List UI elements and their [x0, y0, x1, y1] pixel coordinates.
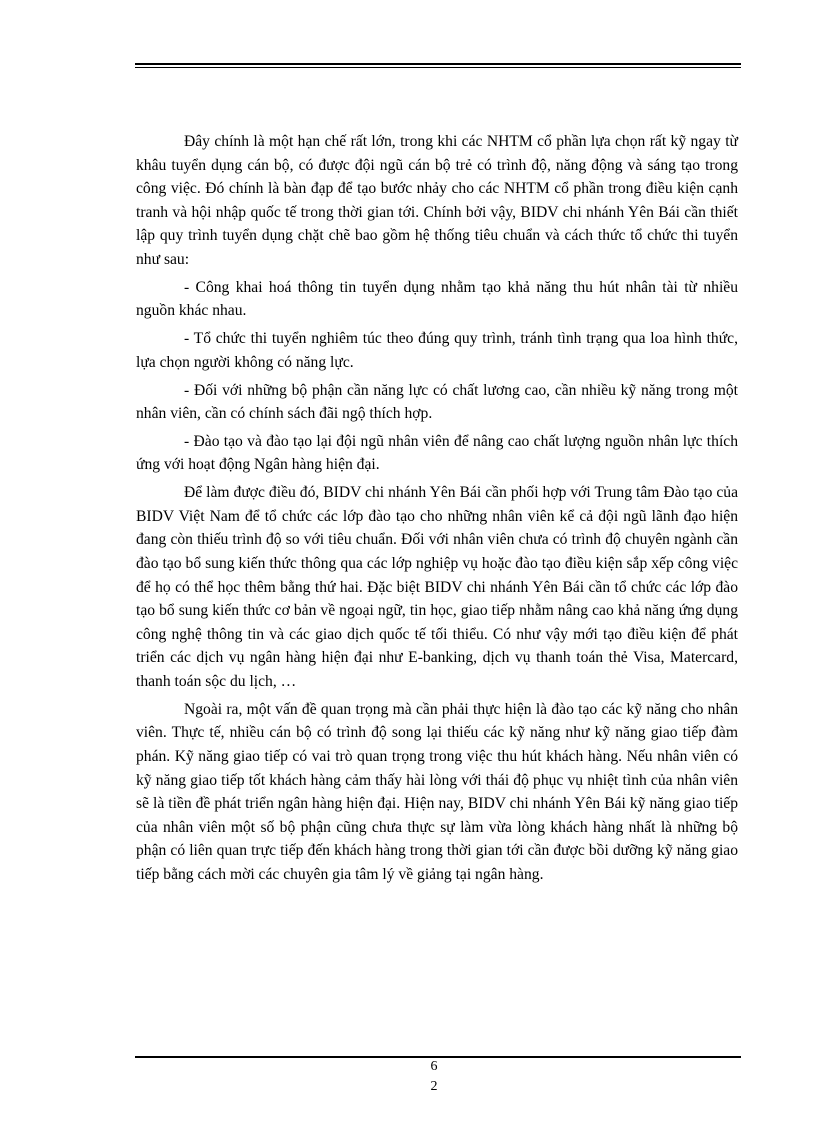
bullet-serious-exam: - Tổ chức thi tuyển nghiêm túc theo đúng quy trình, tránh tình trạng qua loa hình thức, lựa chọn người không có năng lực.: [136, 330, 738, 371]
page-number-bottom: 2: [430, 1079, 438, 1094]
paragraph-training-plan: Để làm được điều đó, BIDV chi nhánh Yên Bái cần phối hợp với Trung tâm Đào tạo của BIDV Việt Nam để tổ chức các lớp đào tạo cho những nhân viên kể cả đội ngũ lãnh đạo hiện đang còn thiếu trình độ so với tiêu chuẩn. Đối với nhân viên chưa có trình độ chuyên ngành cần đào tạo bổ sung kiến thức thông qua các lớp nghiệp vụ hoặc đào tạo điều kiện sắp xếp công việc để họ có thể học thêm bằng thứ hai. Đặc biệt BIDV chi nhánh Yên Bái cần tổ chức các lớp đào tạo bổ sung kiến thức cơ bản về ngoại ngữ, tin học, giao tiếp nhằm nâng cao khả năng ứng dụng công nghệ thông tin và các giao dịch quốc tế tối thiểu. Có như vậy mới tạo điều kiện để phát triển các dịch vụ ngân hàng hiện đại như E-banking, dịch vụ thanh toán thẻ Visa, Matercard, thanh toán sộc du lịch, …: [136, 484, 738, 690]
document-body: [136, 130, 738, 891]
bullet-public-recruitment: - Công khai hoá thông tin tuyển dụng nhằm tạo khả năng thu hút nhân tài từ nhiều nguồn khác nhau.: [136, 278, 738, 320]
bullet-training: - Đào tạo và đào tạo lại đội ngũ nhân viên để nâng cao chất lượng nguồn nhân lực thích ứng với hoạt động Ngân hàng hiện đại.: [136, 432, 738, 474]
header-rule-thin: [135, 67, 741, 68]
paragraph-intro: Đây chính là một hạn chế rất lớn, trong khi các NHTM cổ phần lựa chọn rất kỹ ngay từ khâu tuyển dụng cán bộ, có được đội ngũ cán bộ trẻ có trình độ, năng động và sáng tạo trong công việc. Đó chính là bàn đạp để tạo bước nhảy cho các NHTM cổ phần trong điều kiện cạnh tranh và hội nhập quốc tế trong thời gian tới. Chính bởi vậy, BIDV chi nhánh Yên Bái cần thiết lập quy trình tuyển dụng chặt chẽ bao gồm hệ thống tiêu chuẩn và cách thức tổ chức thi tuyển như sau:: [136, 133, 738, 268]
bullet-high-quality-staff: - Đối với những bộ phận cần năng lực có chất lương cao, cần nhiều kỹ năng trong một nhân viên, cần có chính sách đãi ngộ thích hợp.: [136, 381, 738, 423]
page-number-top: 6: [430, 1059, 438, 1074]
paragraph-skills: Ngoài ra, một vấn đề quan trọng mà cần phải thực hiện là đào tạo các kỹ năng cho nhân viên. Thực tế, nhiều cán bộ có trình độ song lại thiếu các kỹ năng như kỹ năng giao tiếp đàm phán. Kỹ năng giao tiếp có vai trò quan trọng trong việc thu hút khách hàng. Nếu nhân viên có kỹ năng giao tiếp tốt khách hàng cảm thấy hài lòng với thái độ phục vụ nhiệt tình của nhân viên sẽ là tiền đề phát triển ngân hàng hiện đại. Hiện nay, BIDV chi nhánh Yên Bái kỹ năng giao tiếp của nhân viên một số bộ phận cũng chưa thực sự làm vừa lòng khách hàng nhất là những bộ phận có liên quan trực tiếp đến khách hàng trong thời gian tới cần được bồi dưỡng kỹ năng giao tiếp bằng cách mời các chuyên gia tâm lý về giảng tại ngân hàng.: [136, 700, 738, 883]
header-double-rule: [135, 63, 741, 68]
